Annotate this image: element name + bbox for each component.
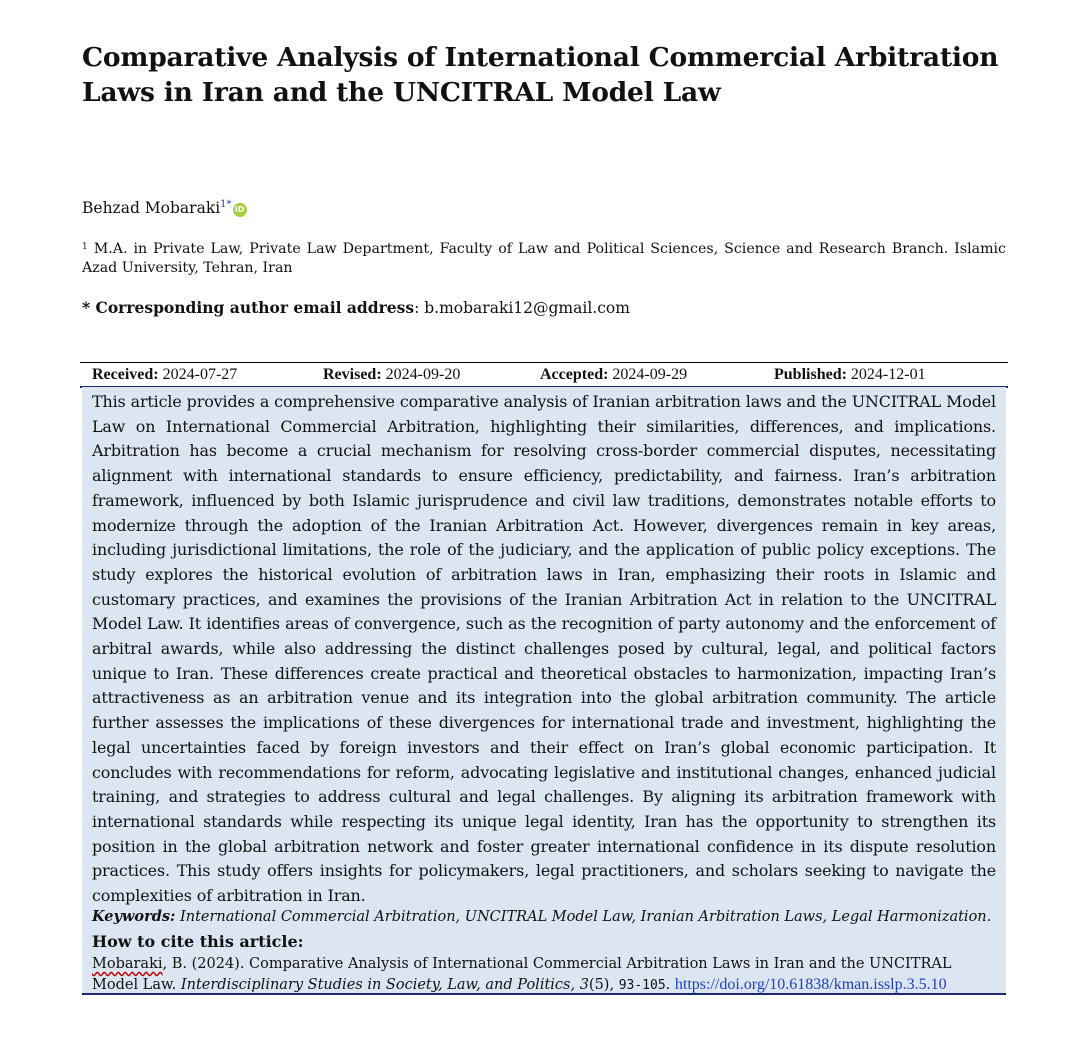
corresponding-author: * Corresponding author email address: b.mobaraki12@gmail.com bbox=[82, 298, 630, 317]
paper-title: Comparative Analysis of International Commercial Arbitration Laws in Iran and the UNCITRAL Model Law bbox=[82, 42, 999, 108]
accepted-date bbox=[540, 363, 687, 386]
cite-heading: How to cite this article: bbox=[92, 932, 304, 951]
affiliation-text: M.A. in Private Law, Private Law Department, Faculty of Law and Political Sciences, Science and Research Branch. Islamic Azad University, Tehran, Iran bbox=[82, 241, 1007, 276]
citation-rest: , B. (2024). Comparative Analysis of International Commercial Arbitration Laws in Iran and the UNCITRAL Model Law. bbox=[92, 956, 952, 993]
keywords bbox=[92, 907, 996, 927]
received-date bbox=[92, 363, 237, 386]
received-value: 2024-07-27 bbox=[162, 366, 238, 383]
citation-pages: 93-105 bbox=[618, 977, 666, 993]
keywords-text: International Commercial Arbitration, UNCITRAL Model Law, Iranian Arbitration Laws, Legal Harmonization. bbox=[180, 909, 992, 925]
affiliation bbox=[82, 238, 1006, 278]
author-name: Behzad Mobaraki bbox=[82, 199, 221, 217]
citation-issue: (5), bbox=[588, 976, 619, 993]
accepted-label: Accepted: bbox=[540, 366, 609, 383]
accepted-value: 2024-09-29 bbox=[612, 366, 688, 383]
received-label: Received: bbox=[92, 366, 159, 383]
citation-journal: Interdisciplinary Studies in Society, Law, and Politics, 3 bbox=[180, 976, 589, 993]
published-date bbox=[774, 363, 926, 386]
abstract-text: This article provides a comprehensive comparative analysis of Iranian arbitration laws and the UNCITRAL Model Law on International Commercial Arbitration, highlighting their similarities, differences, and implications. Arbitration has become a crucial mechanism for resolving cross-border commercial disputes, necessitating alignment with international standards to ensure efficiency, predictability, and fairness. Iran’s arbitration framework, influenced by both Islamic jurisprudence and civil law traditions, demonstrates notable efforts to modernize through the adoption of the Iranian Arbitration Act. However, divergences remain in key areas, including jurisdictional limitations, the role of the judiciary, and the application of public policy exceptions. The study explores the historical evolution of arbitration laws in Iran, emphasizing their roots in Islamic and customary practices, and examines the provisions of the Iranian Arbitration Act in relation to the UNCITRAL Model Law. It identifies areas of convergence, such as the recognition of party autonomy and the enforcement of arbitral awards, while also addressing the distinct challenges posed by cultural, legal, and political factors unique to Iran. These differences create practical and theoretical obstacles to harmonization, impacting Iran’s attractiveness as an arbitration venue and its integration into the global arbitration community. The article further assesses the implications of these divergences for international trade and investment, highlighting the legal uncertainties faced by foreign investors and their effect on Iran’s global economic participation. It concludes with recommendations for reform, advocating legislative and institutional changes, enhanced judicial training, and strategies to address cultural and legal challenges. By aligning its arbitration framework with international standards while respecting its unique legal identity, Iran has the opportunity to strengthen its position in the global arbitration network and foster greater international confidence in its dispute resolution practices. This study offers insights for policymakers, legal practitioners, and scholars seeking to navigate the complexities of arbitration in Iran. bbox=[92, 392, 996, 906]
published-value: 2024-12-01 bbox=[850, 366, 926, 383]
citation bbox=[92, 955, 996, 995]
revised-label: Revised: bbox=[323, 366, 382, 383]
abstract-box bbox=[82, 387, 1006, 995]
published-label: Published: bbox=[774, 366, 847, 383]
dates-bar bbox=[80, 362, 1008, 388]
corresponding-email[interactable]: b.mobaraki12@gmail.com bbox=[424, 299, 630, 317]
author-superscript: 1* bbox=[220, 199, 232, 210]
revised-value: 2024-09-20 bbox=[385, 366, 461, 383]
orcid-icon[interactable]: iD bbox=[233, 203, 247, 217]
affiliation-marker: 1 bbox=[82, 242, 88, 252]
corresponding-label: * Corresponding author email address bbox=[82, 298, 415, 317]
revised-date bbox=[323, 363, 460, 386]
citation-author: Mobaraki bbox=[92, 956, 163, 972]
doi-link[interactable]: https://doi.org/10.61838/kman.isslp.3.5.10 bbox=[674, 975, 947, 993]
keywords-label: Keywords: bbox=[92, 908, 176, 925]
citation-sep: . bbox=[665, 976, 675, 993]
author-line bbox=[82, 195, 247, 218]
